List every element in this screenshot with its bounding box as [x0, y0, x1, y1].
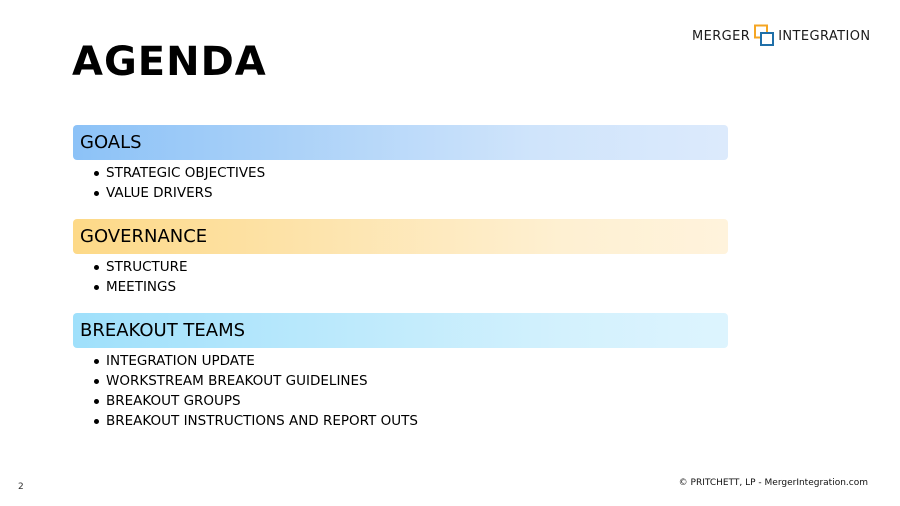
merger-integration-logo	[692, 24, 871, 48]
section-items-governance	[73, 257, 728, 297]
section-breakout-teams	[73, 313, 728, 431]
section-items-goals	[73, 163, 728, 203]
logo-text-integration: INTEGRATION	[778, 28, 871, 44]
slide-title: AGENDA	[72, 39, 267, 85]
section-items-breakout-teams	[73, 351, 728, 431]
section-heading-governance: GOVERNANCE	[73, 219, 728, 254]
logo-squares-icon	[753, 24, 775, 48]
footer-copyright: © PRITCHETT, LP - MergerIntegration.com	[678, 478, 868, 488]
page-number: 2	[18, 482, 24, 492]
agenda-item: BREAKOUT GROUPS	[93, 391, 728, 411]
section-heading-goals: GOALS	[73, 125, 728, 160]
agenda-item: WORKSTREAM BREAKOUT GUIDELINES	[93, 371, 728, 391]
section-goals	[73, 125, 728, 203]
section-heading-breakout-teams: BREAKOUT TEAMS	[73, 313, 728, 348]
agenda-item: STRUCTURE	[93, 257, 728, 277]
section-governance	[73, 219, 728, 297]
agenda-item: STRATEGIC OBJECTIVES	[93, 163, 728, 183]
agenda-item: VALUE DRIVERS	[93, 183, 728, 203]
agenda-item: INTEGRATION UPDATE	[93, 351, 728, 371]
agenda-item: MEETINGS	[93, 277, 728, 297]
agenda-item: BREAKOUT INSTRUCTIONS AND REPORT OUTS	[93, 411, 728, 431]
logo-text-merger: MERGER	[692, 28, 751, 44]
